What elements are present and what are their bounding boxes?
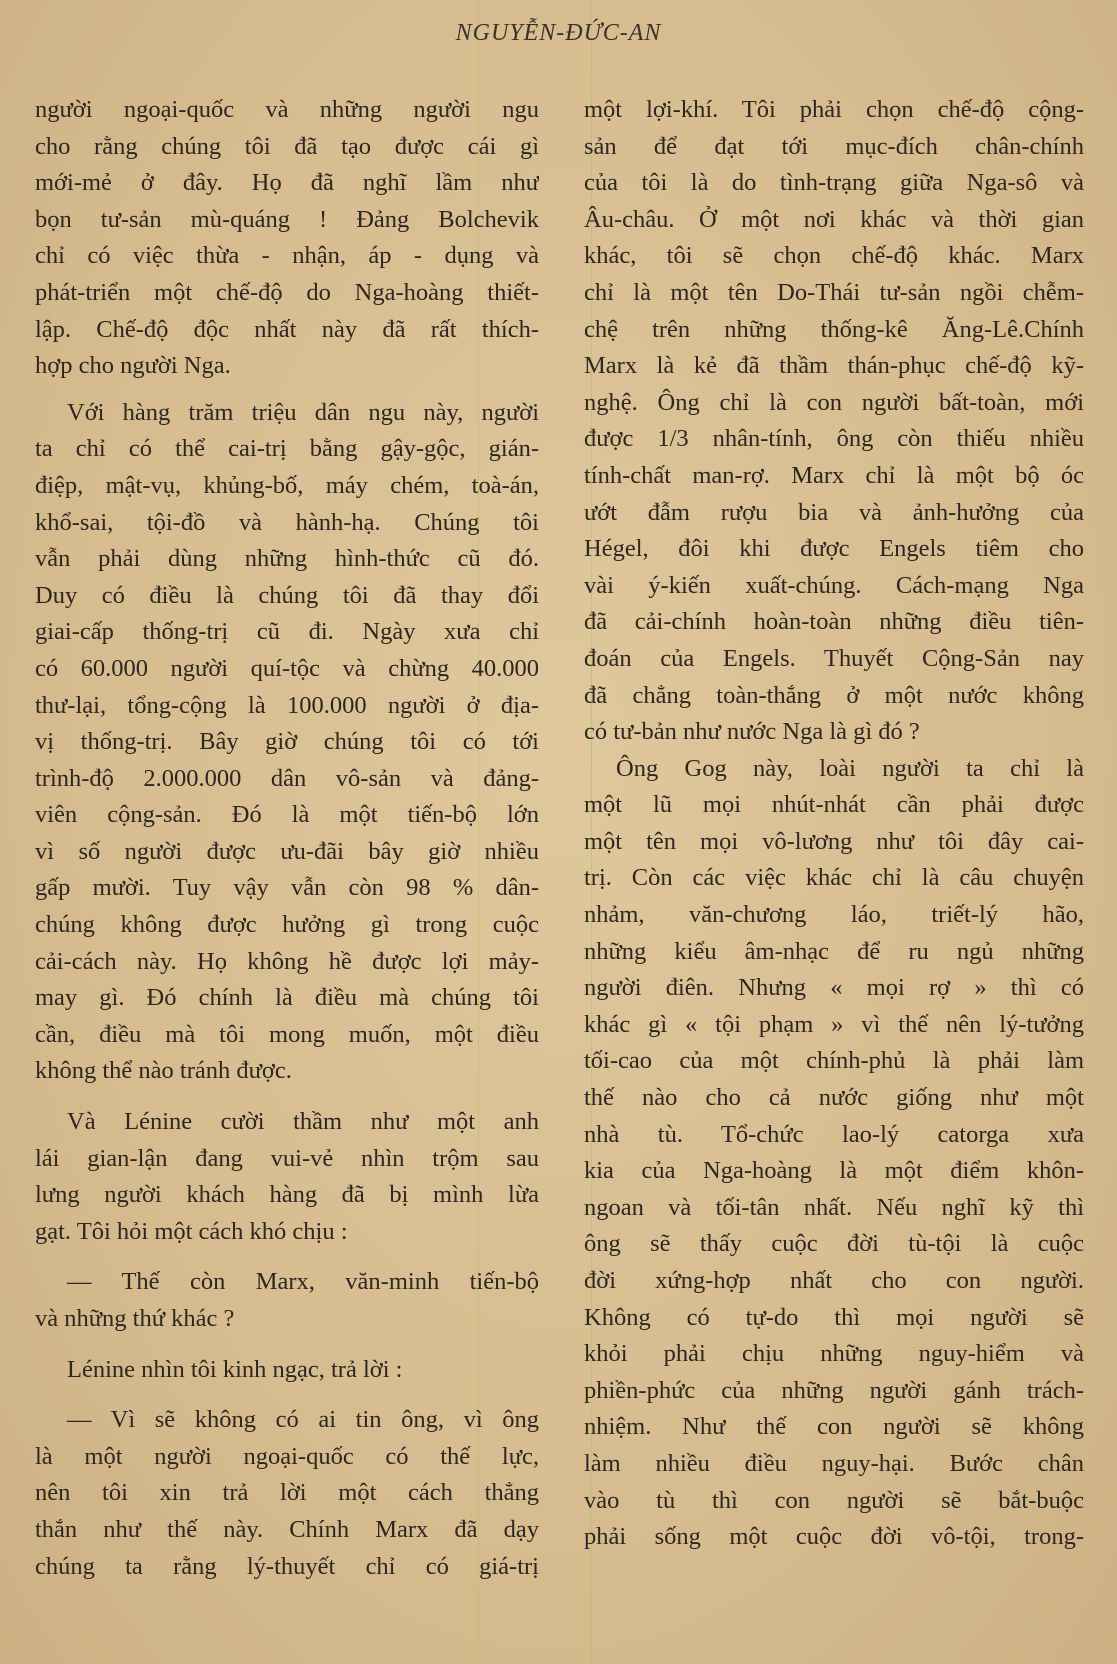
text-line: người điên. Nhưng « mọi rợ » thì có [584,974,1084,1002]
text-line: được 1/3 nhân-tính, ông còn thiếu nhiều [584,425,1084,453]
text-line: viên cộng-sản. Đó là một tiến-bộ lớn [35,801,539,829]
text-line: phát-triển một chế-độ do Nga-hoàng thiết- [35,278,539,306]
text-line: cần, điều mà tôi mong muốn, một điều [35,1020,539,1048]
text-line: phiền-phức của những người gánh trách- [584,1376,1084,1404]
text-line: bọn tư-sản mù-quáng ! Đảng Bolchevik [35,205,539,233]
text-line: gạt. Tôi hỏi một cách khó chịu : [35,1217,348,1245]
text-line: tối-cao của một chính-phủ là phải làm [584,1047,1084,1075]
text-line: thế nào cho cả nước giống như một [584,1084,1084,1112]
text-line: cho rằng chúng tôi đã tạo được cái gì [35,132,539,160]
text-line: nghệ. Ông chỉ là con người bất-toàn, mới [584,388,1084,416]
text-line: vài ý-kiến xuất-chúng. Cách-mạng Nga [584,571,1084,599]
text-line: một tên mọi vô-lương như tôi đây cai- [584,827,1084,855]
text-line: chỉ có việc thừa - nhận, áp - dụng và [35,242,539,270]
running-header: NGUYỄN-ĐỨC-AN [455,20,662,46]
text-line: Âu-châu. Ở một nơi khác và thời gian [584,205,1084,233]
text-line: Với hàng trăm triệu dân ngu này, người [67,398,539,426]
text-line: khác, tôi sẽ chọn chế-độ khác. Marx [584,242,1084,270]
text-line: khác gì « tội phạm » vì thế nên lý-tưởng [584,1010,1084,1038]
text-line: nhảm, văn-chương láo, triết-lý hão, [584,901,1084,929]
text-line: trình-độ 2.000.000 dân vô-sản và đảng- [35,764,539,792]
text-line: mới-mẻ ở đây. Họ đã nghĩ lầm như [35,169,539,197]
text-line: một lũ mọi nhút-nhát cần phải được [584,791,1084,819]
text-line: may gì. Đó chính là điều mà chúng tôi [35,984,539,1012]
text-line: Ông Gog này, loài người ta chỉ là [616,754,1084,782]
text-line: khổ-sai, tội-đồ và hành-hạ. Chúng tôi [35,508,539,536]
text-line: Duy có điều là chúng tôi đã thay đổi [35,581,539,609]
text-line: của tôi là do tình-trạng giữa Nga-sô và [584,169,1084,197]
text-line: người ngoại-quốc và những người ngu [35,96,539,123]
text-line: trị. Còn các việc khác chỉ là câu chuyện [584,864,1084,892]
text-line: chỉ là một tên Do-Thái tư-sản ngồi chễm- [584,278,1084,306]
text-line: và những thứ khác ? [35,1305,235,1332]
text-line: hợp cho người Nga. [35,352,231,380]
text-line: Lénine nhìn tôi kinh ngạc, trả lời : [67,1355,403,1383]
text-line: — Thế còn Marx, văn-minh tiến-bộ [67,1268,539,1296]
text-line: vẫn phải dùng những hình-thức cũ đó. [35,545,539,573]
text-line: ông sẽ thấy cuộc đời tù-tội là cuộc [584,1230,1084,1258]
text-line: kia của Nga-hoàng là một điểm khôn- [584,1157,1084,1185]
text-line: không thể nào tránh được. [35,1057,292,1085]
text-line: thư-lại, tổng-cộng là 100.000 người ở địa- [35,691,539,719]
text-line: tính-chất man-rợ. Marx chỉ là một bộ óc [584,461,1084,489]
text-line: ta chỉ có thể cai-trị bằng gậy-gộc, gián- [35,435,539,463]
right-column [584,92,1084,1556]
text-line: Và Lénine cười thầm như một anh [67,1108,539,1136]
text-line: điệp, mật-vụ, khủng-bố, máy chém, toà-án, [35,471,539,499]
text-line: ngoan và tối-tân nhất. Nếu nghĩ kỹ thì [584,1193,1084,1221]
text-line: lái gian-lận đang vui-vẻ nhìn trộm sau [35,1144,539,1172]
text-line: đoán của Engels. Thuyết Cộng-Sản nay [584,644,1084,672]
text-line: lập. Chế-độ độc nhất này đã rất thích- [35,315,539,343]
text-line: Không có tự-do thì mọi người sẽ [584,1303,1084,1331]
text-line: lưng người khách hàng đã bị mình lừa [35,1181,539,1209]
text-line: cải-cách này. Họ không hề được lợi mảy- [35,947,539,975]
text-line: nên tôi xin trả lời một cách thẳng [35,1479,539,1507]
text-line: sản để đạt tới mục-đích chân-chính [584,132,1084,160]
text-line: chúng không được hưởng gì trong cuộc [35,911,539,939]
text-line: Marx là kẻ đã thầm thán-phục chế-độ kỹ- [584,352,1084,380]
text-line: gấp mười. Tuy vậy vẫn còn 98 % dân- [35,874,539,902]
left-column [35,92,539,1585]
text-line: là một người ngoại-quốc có thế lực, [35,1442,539,1470]
text-line: có tư-bản như nước Nga là gì đó ? [584,718,920,746]
text-line: chúng ta rằng lý-thuyết chỉ có giá-trị [35,1552,539,1580]
text-line: giai-cấp thống-trị cũ đi. Ngày xưa chỉ [35,618,539,646]
text-line: làm nhiều điều nguy-hại. Bước chân [584,1449,1084,1477]
text-line: vì số người được ưu-đãi bây giờ nhiều [35,837,539,865]
text-line: vào tù thì con người sẽ bắt-buộc [584,1486,1084,1514]
text-line: một lợi-khí. Tôi phải chọn chế-độ cộng- [584,96,1084,123]
text-line: những kiểu âm-nhạc để ru ngủ những [584,937,1084,965]
text-line: — Vì sẽ không có ai tin ông, vì ông [67,1406,539,1434]
text-line: chệ trên những thống-kê Ăng-Lê.Chính [584,315,1084,343]
text-line: Hégel, đôi khi được Engels tiêm cho [584,535,1084,563]
text-line: có 60.000 người quí-tộc và chừng 40.000 [35,654,539,682]
text-line: khỏi phải chịu những nguy-hiểm và [584,1340,1084,1368]
text-line: đã chẳng toàn-thắng ở một nước không [584,681,1084,709]
text-line: nhiệm. Như thế con người sẽ không [584,1413,1084,1441]
text-line: ướt đẫm rượu bia và ảnh-hưởng của [584,498,1084,526]
text-line: đời xứng-hợp nhất cho con người. [584,1267,1084,1294]
text-line: thắn như thế này. Chính Marx đã dạy [35,1515,539,1543]
text-line: đã cải-chính hoàn-toàn những điều tiên- [584,608,1084,636]
text-line: phải sống một cuộc đời vô-tội, trong- [584,1523,1084,1551]
text-line: vị thống-trị. Bây giờ chúng tôi có tới [35,728,539,756]
text-line: nhà tù. Tổ-chức lao-lý catorga xưa [584,1120,1084,1148]
